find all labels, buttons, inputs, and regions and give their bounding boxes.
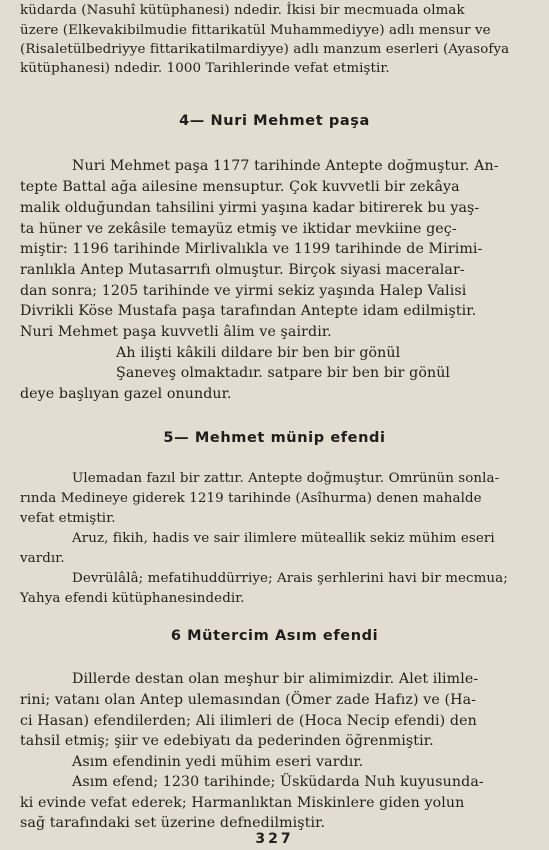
body-line: ranlıkla Antep Mutasarrıfı olmuştur. Birçok siyasi maceralar- [20,262,465,278]
body-line: sağ tarafındaki set üzerine defnedilmiştir. [20,815,326,831]
body-line: ta hüner ve zekâsile temayüz etmiş ve iktidar mevkiine geç- [20,221,457,237]
body-line: tepte Battal ağa ailesine mensuptur. Çok kuvvetli bir zekâya [20,179,460,195]
body-line: deye başlıyan gazel onundur. [20,386,232,402]
body-line: rında Medineye giderek 1219 tarihinde (Asîhurma) denen mahalde [20,491,482,506]
body-line: Yahya efendi kütüphanesindedir. [20,591,245,606]
body-line: Nuri Mehmet paşa 1177 tarihinde Antepte doğmuştur. An- [72,158,499,174]
body-line: Devrülâlâ; mefatihuddürriye; Arais şerhlerini havi bir mecmua; [72,571,508,586]
page-number: 327 [255,831,294,847]
intro-line: küdarda (Nasuhî kütüphanesi) ndedir. İkisi bir mecmuada olmak [20,3,465,18]
body-line: malik olduğundan tahsilini yirmi yaşına kadar bitirerek bu yaş- [20,200,480,216]
body-line: Asım efend; 1230 tarihinde; Üsküdarda Nuh kuyusunda- [72,774,484,790]
intro-line: kütüphanesi) ndedir. 1000 Tarihlerinde vefat etmiştir. [20,61,390,76]
body-line: Ulemadan fazıl bir zattır. Antepte doğmuştur. Omrünün sonla- [72,471,500,486]
intro-line: (Risaletülbedriyye fittarikatilmardiyye) adlı manzum eserleri (Ayasofya [20,42,510,57]
verse-line: Şaneveş olmaktadır. satpare bir ben bir gönül [116,365,451,381]
body-line: vefat etmiştir. [20,511,116,526]
body-line: Aruz, fikih, hadis ve sair ilimlere müteallik sekiz mühim eseri [72,531,495,546]
verse-line: Ah ilişti kâkili dildare bir ben bir gönül [116,345,401,361]
body-line: miştir: 1196 tarihinde Mirlivalıkla ve 1199 tarihinde de Mirimi- [20,241,483,257]
section-heading: 6 Mütercim Asım efendi [170,628,379,644]
body-line: Asım efendinin yedi mühim eseri vardır. [72,754,364,770]
body-line: dan sonra; 1205 tarihinde ve yirmi sekiz yaşında Halep Valisi [20,283,467,299]
body-line: vardır. [20,551,65,566]
body-line: rini; vatanı olan Antep ulemasından (Ömer zade Hafız) ve (Ha- [20,692,477,708]
body-line: ci Hasan) efendilerden; Ali ilimleri de (Hoca Necip efendi) den [20,713,477,729]
body-line: Dillerde destan olan meşhur bir alimimizdir. Alet ilimle- [72,671,479,687]
body-line: Divrikli Köse Mustafa paşa tarafından Antepte idam edilmiştir. [20,303,477,319]
section-heading: 5— Mehmet münip efendi [163,430,386,446]
body-line: tahsil etmiş; şiir ve edebiyatı da pederinden öğrenmiştir. [20,733,434,749]
body-line: Nuri Mehmet paşa kuvvetli âlim ve şairdir. [20,324,332,340]
body-line: ki evinde vefat ederek; Harmanlıktan Miskinlere giden yolun [20,795,465,811]
intro-line: üzere (Elkevakibilmudie fittarikatül Muhammediyye) adlı mensur ve [20,23,491,38]
section-heading: 4— Nuri Mehmet paşa [179,113,370,129]
